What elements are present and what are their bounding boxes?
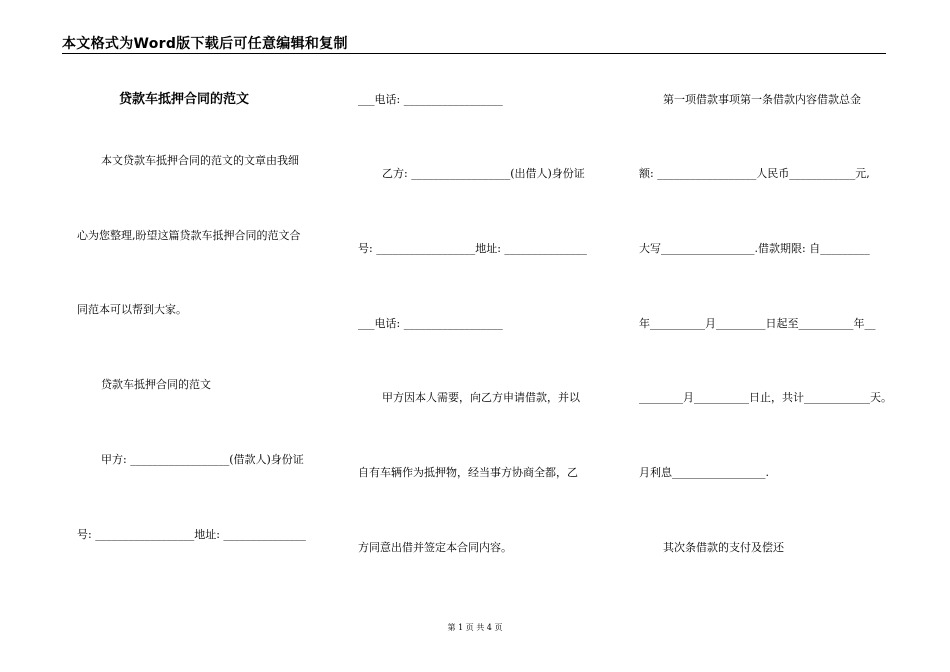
paragraph-line: 方同意出借并签定本合同内容。 bbox=[358, 541, 512, 554]
date-line: 年__________月_________日起至__________年__ bbox=[639, 317, 876, 330]
id-address-line: 号: __________________地址: _______________ bbox=[358, 242, 587, 255]
document-title: 贷款车抵押合同的范文 bbox=[119, 92, 250, 107]
paragraph-line: 同范本可以帮到大家。 bbox=[77, 303, 187, 316]
clause-heading: 第一项借款事项第一条借款内容借款总金 bbox=[663, 93, 861, 106]
id-address-line: 号: __________________地址: _______________ bbox=[77, 528, 306, 541]
term-line: 大写_________________.借款期限: 自_________ bbox=[639, 242, 870, 255]
document-header-title: 本文格式为Word版下载后可任意编辑和复制 bbox=[62, 36, 348, 52]
section-heading: 贷款车抵押合同的范文 bbox=[101, 378, 211, 391]
paragraph-line: 心为您整理,盼望这篇贷款车抵押合同的范文合 bbox=[77, 229, 301, 242]
clause-heading: 其次条借款的支付及偿还 bbox=[663, 541, 784, 554]
phone-line: ___电话: __________________ bbox=[358, 317, 503, 330]
header-rule bbox=[62, 53, 886, 54]
phone-line: ___电话: __________________ bbox=[358, 93, 503, 106]
paragraph-line: 甲方因本人需要，向乙方申请借款，并以 bbox=[382, 391, 580, 404]
interest-line: 月利息_________________. bbox=[639, 466, 769, 479]
amount-line: 额: __________________人民币____________元, bbox=[639, 167, 870, 180]
page-number: 第 1 页 共 4 页 bbox=[447, 623, 503, 632]
party-b-line: 乙方: __________________(出借人)身份证 bbox=[382, 167, 585, 180]
paragraph-line: 自有车辆作为抵押物，经当事方协商全都，乙 bbox=[358, 466, 578, 479]
party-a-line: 甲方: __________________(借款人)身份证 bbox=[101, 453, 304, 466]
date-line: ________月__________日止，共计____________天。 bbox=[639, 391, 892, 404]
paragraph-line: 本文贷款车抵押合同的范文的文章由我细 bbox=[101, 154, 299, 167]
